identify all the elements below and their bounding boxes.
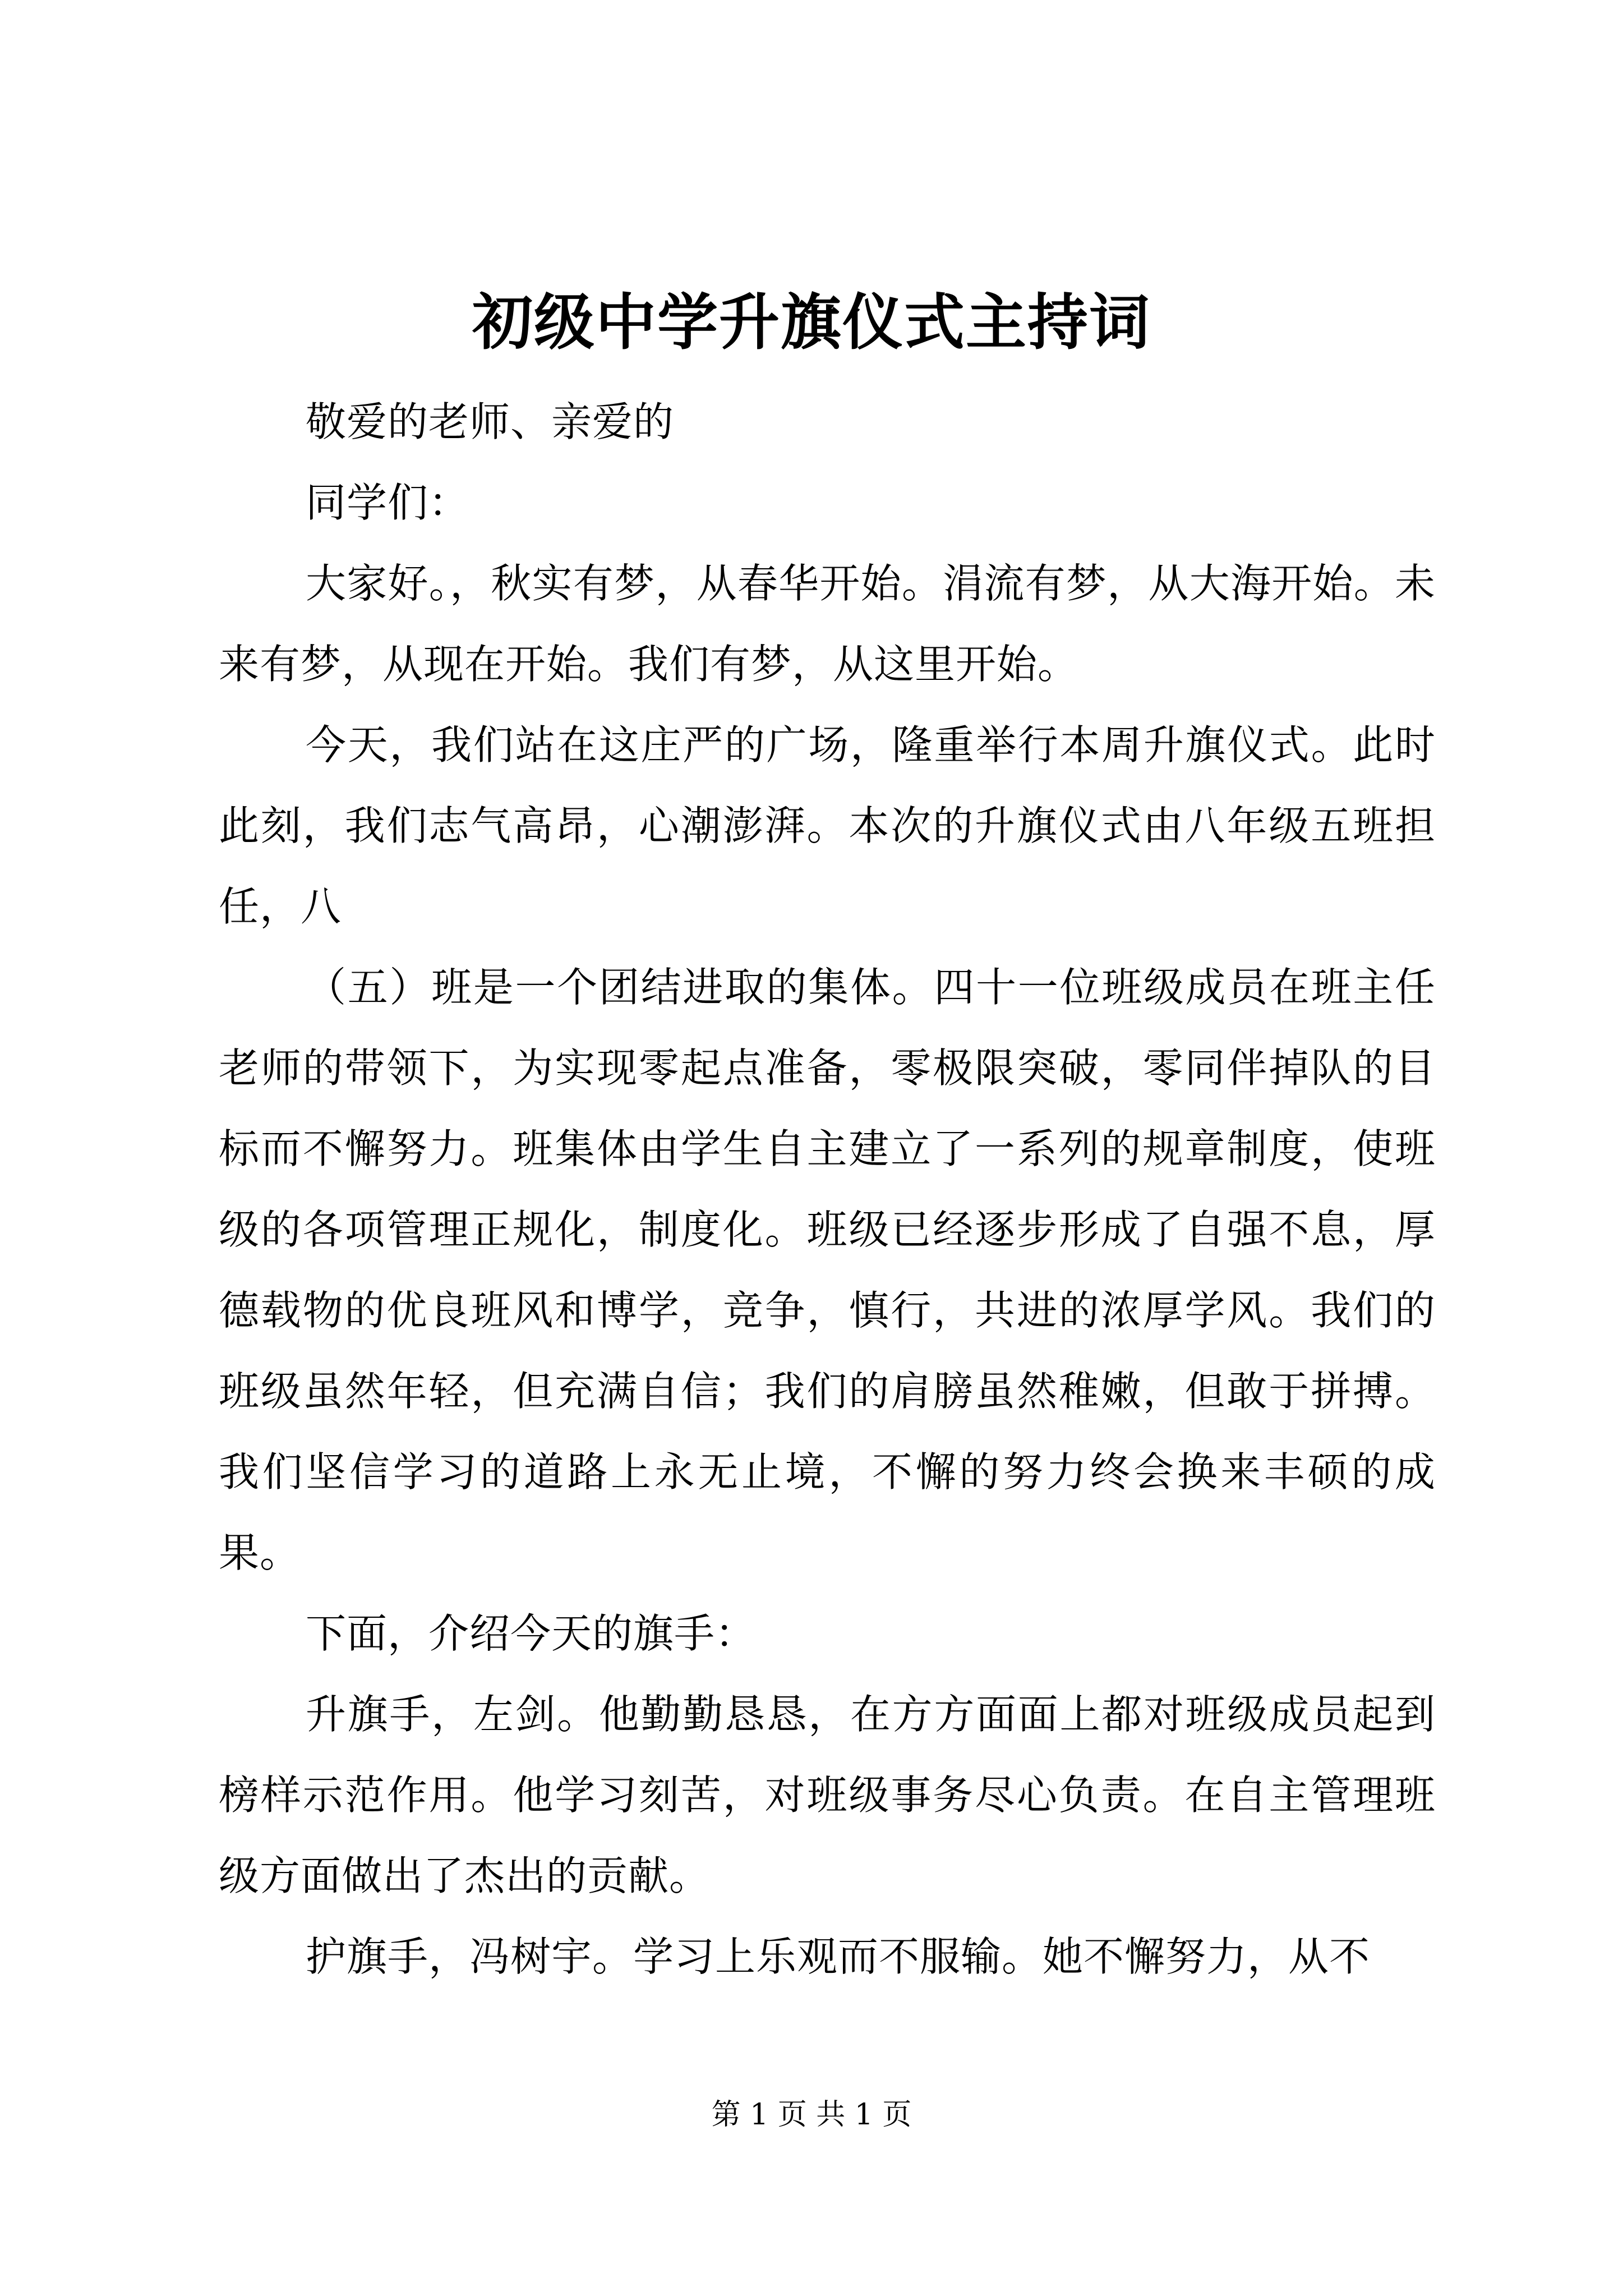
paragraph-opening: 大家好。，秋实有梦，从春华开始。涓流有梦，从大海开始。未来有梦，从现在开始。我们有梦，从这里开始。: [219, 560, 1436, 688]
paragraph-ceremony-intro: 今天，我们站在这庄严的广场，隆重举行本周升旗仪式。此时此刻，我们志气高昂，心潮澎湃。本次的升旗仪式由八年级五班担任，八: [219, 721, 1436, 930]
document-body: [219, 381, 1436, 1997]
paragraph-greeting-continued: 同学们：: [306, 479, 470, 526]
paragraph-flag-guard: 护旗手，冯树宇。学习上乐观而不服输。她不懈努力，从不: [306, 1933, 1371, 1980]
paragraph-flag-raiser: 升旗手，左剑。他勤勤恳恳，在方方面面上都对班级成员起到榜样示范作用。他学习刻苦，对班级事务尽心负责。在自主管理班级方面做出了杰出的贡献。: [219, 1691, 1436, 1899]
page-number-footer: 第 1 页 共 1 页: [711, 2098, 912, 2132]
paragraph-greeting: 敬爱的老师、亲爱的: [306, 398, 675, 445]
paragraph-flag-bearers-intro: 下面，介绍今天的旗手：: [306, 1610, 757, 1657]
document-title: 初级中学升旗仪式主持词: [472, 287, 1151, 358]
paragraph-class-intro: （五）班是一个团结进取的集体。四十一位班级成员在班主任老师的带领下，为实现零起点准备，零极限突破，零同伴掉队的目标而不懈努力。班集体由学生自主建立了一系列的规章制度，使班级的各项管理正规化，制度化。班级已经逐步形成了自强不息，厚德载物的优良班风和博学，竞争，慎行，共进的浓厚学风。我们的班级虽然年轻，但充满自信；我们的肩膀虽然稚嫩，但敢于拼搏。我们坚信学习的道路上永无止境，不懈的努力终会换来丰硕的成果。: [219, 964, 1436, 1576]
